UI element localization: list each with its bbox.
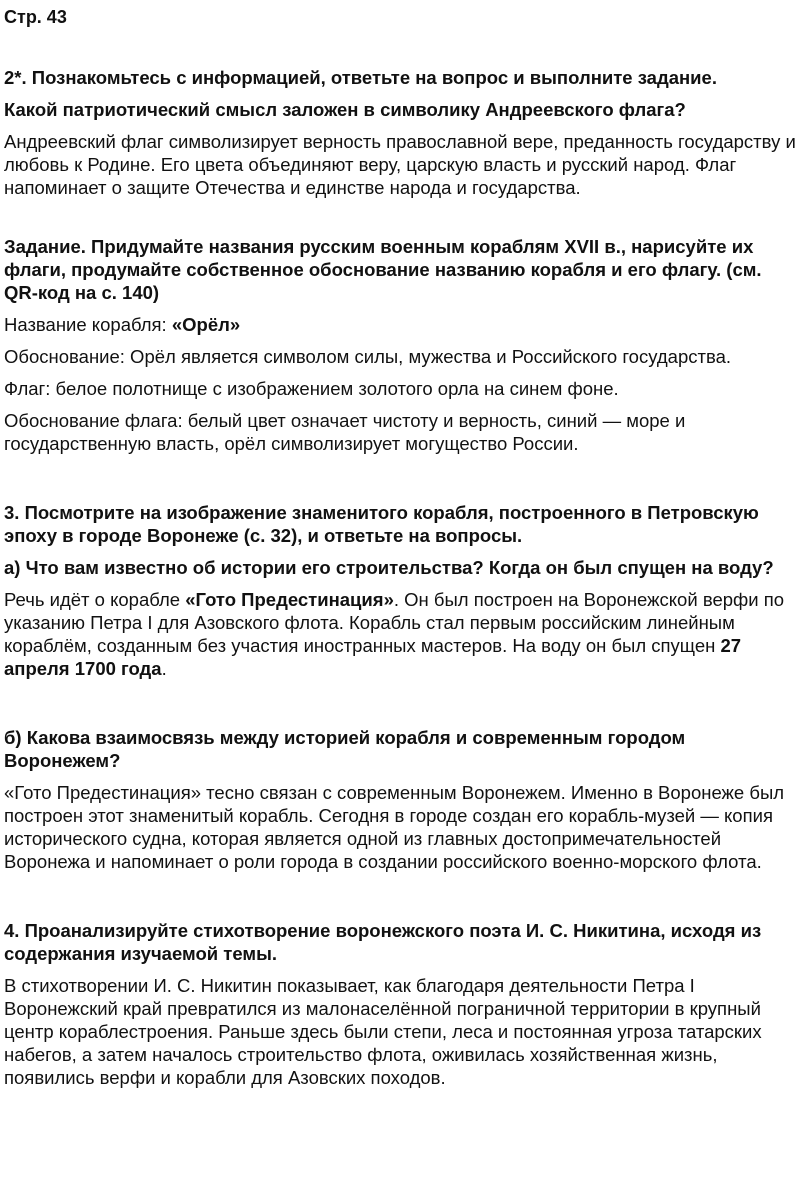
task2-heading: 2*. Познакомьтесь с информацией, ответьте на вопрос и выполните задание. xyxy=(4,67,717,88)
task2-question: Какой патриотический смысл заложен в символику Андреевского флага? xyxy=(4,99,686,120)
ship-name-value: «Орёл» xyxy=(171,314,241,335)
ship-reason: Обоснование: Орёл является символом силы, мужества и Российского государства. xyxy=(4,346,732,367)
task4-heading: 4. Проанализируйте стихотворение воронежского поэта И. С. Никитина, исходя из содержания изучаемой темы. xyxy=(4,920,762,964)
page-number: Стр. 43 xyxy=(4,7,67,27)
answer-a-text-2: . Он был построен на Воронежской верфи по указанию Петра I для Азовского флота. Корабль стал первым российским линейным кораблём, созданным без участия иностранных мастеров. На воду он был спущен xyxy=(4,589,785,656)
flag-reason: Обоснование флага: белый цвет означает чистоту и верность, синий — море и государственную власть, орёл символизирует могущество России. xyxy=(4,410,686,454)
ship-name-label: Название корабля: xyxy=(4,314,172,335)
answer-a-text-1: Речь идёт о корабле xyxy=(4,589,186,610)
answer-a-text-3: . xyxy=(161,658,167,679)
ship-name xyxy=(4,313,796,336)
task3-answer-b: «Гото Предестинация» тесно связан с современным Воронежем. Именно в Воронеже был построен этот знаменитый корабль. Сегодня в городе создан его корабль-музей — копия исторического судна, которая является одной из главных достопримечательностей Воронежа и напоминает о роли города в создании российского военно-морского флота. xyxy=(4,782,785,872)
launch-date: 27 апреля 1700 года xyxy=(4,635,742,679)
task2-answer: Андреевский флаг символизирует верность православной вере, преданность государству и любовь к Родине. Его цвета объединяют веру, царскую власть и русский народ. Флаг напоминает о защите Отечества и единстве народа и государства. xyxy=(4,131,796,198)
task3-heading: 3. Посмотрите на изображение знаменитого корабля, построенного в Петровскую эпоху в городе Воронеже (с. 32), и ответьте на вопросы. xyxy=(4,502,759,546)
task2-assignment: Задание. Придумайте названия русским военным кораблям XVII в., нарисуйте их флаги, продумайте собственное обоснование названию корабля и его флагу. (см. QR-код на с. 140) xyxy=(4,236,762,303)
task3-question-a: а) Что вам известно об истории его строительства? Когда он был спущен на воду? xyxy=(4,557,774,578)
task4-answer: В стихотворении И. С. Никитин показывает, как благодаря деятельности Петра I Воронежский край превратился из малонаселённой пограничной территории в крупный центр кораблестроения. Раньше здесь были степи, леса и постоянная угроза татарских набегов, а затем началось строительство флота, оживилась хозяйственная жизнь, появились верфи и корабли для Азовских походов. xyxy=(4,975,762,1088)
flag-description: Флаг: белое полотнище с изображением золотого орла на синем фоне. xyxy=(4,378,619,399)
ship-name-goto: «Гото Предестинация» xyxy=(185,589,394,610)
task3-answer-a xyxy=(4,588,796,680)
task3-question-b: б) Какова взаимосвязь между историей корабля и современным городом Воронежем? xyxy=(4,727,686,771)
